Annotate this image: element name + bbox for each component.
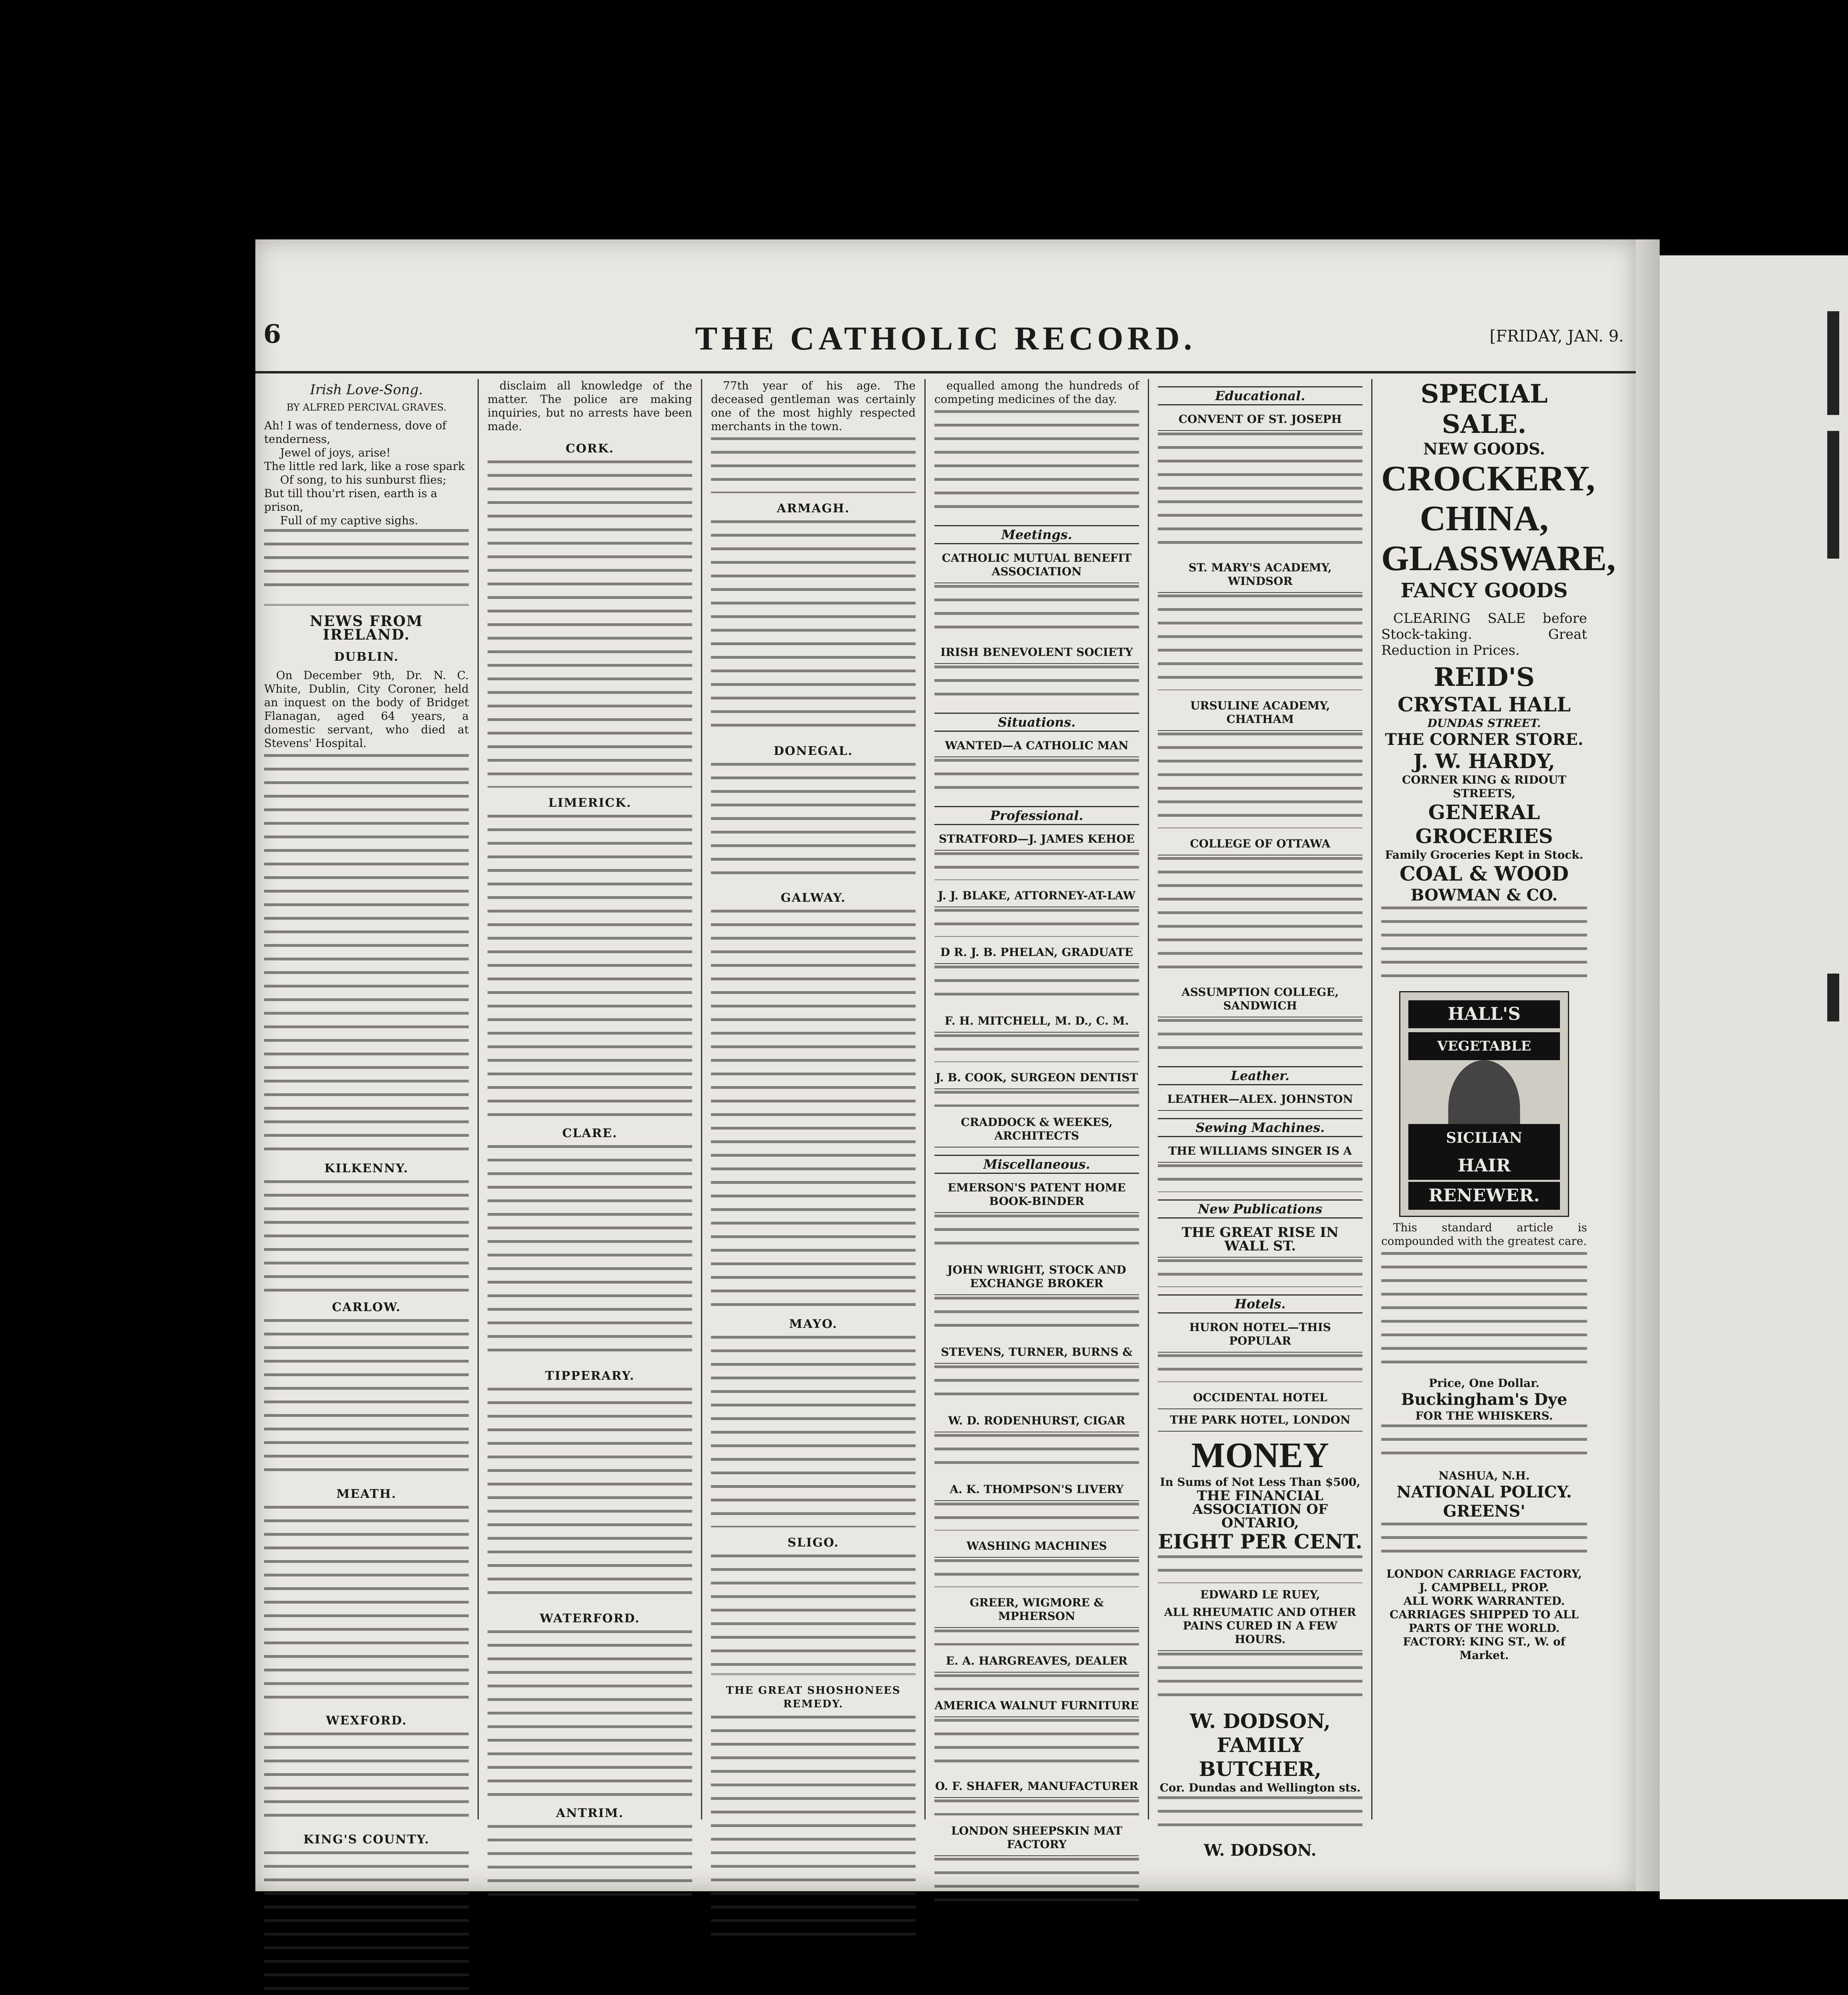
section-head: SLIGO. bbox=[787, 1536, 839, 1550]
money-subtitle: In Sums of Not Less Than $500, bbox=[1160, 1476, 1360, 1489]
butcher-signature: W. DODSON. bbox=[1204, 1841, 1317, 1860]
ad-title: URSULINE ACADEMY, CHATHAM bbox=[1158, 695, 1362, 731]
ad-family-groceries: Family Groceries Kept in Stock. bbox=[1385, 848, 1583, 861]
text-block bbox=[711, 1716, 916, 1939]
text-block bbox=[934, 909, 1139, 937]
text-block bbox=[488, 1825, 692, 1905]
text-block bbox=[1158, 1259, 1362, 1287]
hair-ad-label: SICILIAN bbox=[1408, 1124, 1560, 1152]
ad-title: GREER, WIGMORE & MPHERSON bbox=[934, 1592, 1139, 1628]
text-block bbox=[934, 1719, 1139, 1771]
text-block bbox=[934, 1858, 1139, 1910]
section-head: Sewing Machines. bbox=[1158, 1118, 1362, 1137]
newspaper-title: THE CATHOLIC RECORD. bbox=[695, 320, 1196, 357]
hair-ad-label: HAIR bbox=[1408, 1152, 1560, 1180]
column-5 bbox=[1149, 379, 1372, 1860]
section-head: Meetings. bbox=[934, 525, 1139, 544]
ad-title: E. A. HARGREAVES, DEALER bbox=[934, 1650, 1139, 1673]
text-block bbox=[488, 1630, 692, 1798]
text-block bbox=[934, 1799, 1139, 1815]
ad-shipped: CARRIAGES SHIPPED TO ALL PARTS OF THE WORLD. bbox=[1390, 1608, 1579, 1635]
section-head: KING'S COUNTY. bbox=[303, 1833, 430, 1847]
text-block bbox=[488, 815, 692, 1118]
text-block bbox=[1158, 1164, 1362, 1192]
ad-title: STEVENS, TURNER, BURNS & bbox=[934, 1341, 1139, 1364]
text-block bbox=[934, 585, 1139, 637]
text-block bbox=[711, 910, 916, 1309]
section-head: WEXFORD. bbox=[326, 1714, 407, 1728]
ad-clearing-text: CLEARING SALE before Stock-taking. Great Reduction in Prices. bbox=[1381, 610, 1587, 658]
divider bbox=[711, 1673, 916, 1675]
text-block bbox=[264, 1732, 469, 1824]
ad-new-goods: NEW GOODS. bbox=[1423, 440, 1545, 458]
text-block bbox=[711, 1555, 916, 1666]
section-head: CORK. bbox=[565, 442, 614, 456]
remedy-title: THE GREAT SHOSHONEES REMEDY. bbox=[726, 1685, 901, 1710]
section-head: Hotels. bbox=[1158, 1294, 1362, 1314]
money-manager: EDWARD LE RUEY, bbox=[1200, 1588, 1320, 1601]
text-block bbox=[1381, 1252, 1587, 1372]
section-head: Educational. bbox=[1158, 386, 1362, 405]
ad-groceries: GENERAL GROCERIES bbox=[1415, 800, 1553, 848]
article-lead: disclaim all knowledge of the matter. The police are making inquiries, but no arrests have been made. bbox=[488, 379, 692, 433]
poem-line: But till thou'rt risen, earth is a prison, bbox=[264, 487, 438, 514]
ad-fancy-goods: FANCY GOODS bbox=[1400, 579, 1568, 602]
column-2 bbox=[479, 379, 702, 1819]
section-head: GALWAY. bbox=[780, 891, 846, 905]
text-block bbox=[264, 1851, 469, 1995]
hair-renewer-illustration bbox=[1399, 991, 1569, 1217]
ad-title: THE WILLIAMS SINGER IS A bbox=[1158, 1140, 1362, 1163]
poem-line: Of song, to his sunburst flies; bbox=[280, 473, 446, 486]
ad-title: F. H. MITCHELL, M. D., C. M. bbox=[934, 1010, 1139, 1033]
section-head: KILKENNY. bbox=[324, 1161, 409, 1175]
text-block bbox=[488, 1145, 692, 1361]
text-block bbox=[1158, 733, 1362, 828]
text-block bbox=[1381, 1523, 1587, 1562]
ad-greens: GREENS' bbox=[1443, 1502, 1526, 1521]
ad-special-sale: SPECIAL SALE. bbox=[1420, 379, 1548, 439]
text-block bbox=[264, 1180, 469, 1292]
divider bbox=[264, 604, 469, 606]
text-block bbox=[934, 666, 1139, 705]
ad-price: Price, One Dollar. bbox=[1429, 1377, 1540, 1390]
ad-title: ASSUMPTION COLLEGE, SANDWICH bbox=[1158, 982, 1362, 1017]
text-block bbox=[1158, 1019, 1362, 1059]
text-block bbox=[934, 966, 1139, 1005]
section-head: Leather. bbox=[1158, 1066, 1362, 1085]
text-block bbox=[934, 1503, 1139, 1531]
ad-nashua: NASHUA, N.H. bbox=[1438, 1469, 1530, 1482]
text-block bbox=[934, 410, 1139, 518]
ad-title: COLLEGE OF OTTAWA bbox=[1158, 833, 1362, 855]
poem-author: BY ALFRED PERCIVAL GRAVES. bbox=[286, 402, 446, 413]
text-block bbox=[1158, 595, 1362, 690]
ad-buckingham: Buckingham's Dye bbox=[1401, 1390, 1568, 1409]
ad-title: HURON HOTEL—THIS POPULAR bbox=[1158, 1317, 1362, 1353]
ad-title: O. F. SHAFER, MANUFACTURER bbox=[934, 1776, 1139, 1798]
ad-crystal-hall: CRYSTAL HALL bbox=[1398, 693, 1571, 716]
page-number: 6 bbox=[263, 319, 281, 349]
text-block bbox=[264, 754, 469, 1153]
ad-hardy-address: CORNER KING & RIDOUT STREETS, bbox=[1402, 773, 1566, 800]
money-title: MONEY bbox=[1191, 1436, 1329, 1475]
section-head: Miscellaneous. bbox=[934, 1155, 1139, 1174]
ad-reids: REID'S bbox=[1433, 662, 1535, 692]
poem-line: Ah! I was of tenderness, dove of tenderness, bbox=[264, 419, 446, 446]
article-lead: equalled among the hundreds of competing medicines of the day. bbox=[934, 379, 1139, 406]
text-block bbox=[264, 529, 469, 597]
poem bbox=[264, 419, 469, 527]
column-4 bbox=[926, 379, 1149, 1851]
ad-factory: FACTORY: KING ST., W. of Market. bbox=[1403, 1635, 1566, 1662]
ad-title: STRATFORD—J. JAMES KEHOE bbox=[934, 828, 1139, 851]
issue-date: [FRIDAY, JAN. 9. bbox=[1489, 327, 1624, 346]
ad-title: THE GREAT RISE IN WALL ST. bbox=[1158, 1222, 1362, 1258]
adjacent-page-edge bbox=[1660, 255, 1848, 1899]
butcher-address: Cor. Dundas and Wellington sts. bbox=[1159, 1781, 1361, 1794]
ad-title: CATHOLIC MUTUAL BENEFIT ASSOCIATION bbox=[934, 547, 1139, 583]
text-block bbox=[934, 1297, 1139, 1337]
text-block bbox=[1158, 1555, 1362, 1583]
ad-warranted: ALL WORK WARRANTED. bbox=[1403, 1594, 1565, 1608]
butcher-title: FAMILY BUTCHER, bbox=[1198, 1733, 1322, 1781]
text-block bbox=[934, 1215, 1139, 1254]
ad-hardy: J. W. HARDY, bbox=[1413, 749, 1555, 773]
ad-national-policy: NATIONAL POLICY. bbox=[1396, 1483, 1572, 1501]
text-block bbox=[264, 1319, 469, 1479]
ad-title: J. J. BLAKE, ATTORNEY-AT-LAW bbox=[934, 885, 1139, 907]
text-block bbox=[934, 1674, 1139, 1690]
ad-title: A. K. THOMPSON'S LIVERY bbox=[934, 1479, 1139, 1501]
section-head: LIMERICK. bbox=[548, 796, 632, 810]
ad-title: THE PARK HOTEL, LONDON bbox=[1158, 1409, 1362, 1432]
section-head: CLARE. bbox=[562, 1126, 618, 1140]
text-block bbox=[711, 763, 916, 883]
column-6 bbox=[1372, 379, 1616, 1819]
text-block bbox=[934, 1630, 1139, 1645]
ad-title: D R. J. B. PHELAN, GRADUATE bbox=[934, 942, 1139, 964]
text-block bbox=[1158, 1796, 1362, 1836]
renewer-text: This standard article is compounded with the greatest care. bbox=[1381, 1221, 1587, 1248]
text-block bbox=[934, 852, 1139, 880]
section-head: WATERFORD. bbox=[539, 1612, 640, 1626]
poem-line: The little red lark, like a rose spark bbox=[264, 460, 465, 473]
ad-title: EMERSON'S PATENT HOME BOOK-BINDER bbox=[934, 1177, 1139, 1213]
butcher-name: W. DODSON, bbox=[1189, 1709, 1331, 1733]
text-block bbox=[1158, 1354, 1362, 1382]
text-block bbox=[934, 1434, 1139, 1474]
text-block bbox=[934, 1091, 1139, 1107]
section-head: TIPPERARY. bbox=[545, 1369, 635, 1383]
text-block bbox=[1381, 1424, 1587, 1464]
ad-title: JOHN WRIGHT, STOCK AND EXCHANGE BROKER bbox=[934, 1259, 1139, 1295]
ad-title: OCCIDENTAL HOTEL bbox=[1158, 1387, 1362, 1409]
ad-title: LONDON SHEEPSKIN MAT FACTORY bbox=[934, 1820, 1139, 1856]
ad-title: WASHING MACHINES bbox=[934, 1535, 1139, 1558]
section-head: MAYO. bbox=[789, 1317, 838, 1331]
section-head: ANTRIM. bbox=[556, 1806, 624, 1820]
section-head: MEATH. bbox=[336, 1487, 397, 1501]
money-association: THE FINANCIAL ASSOCIATION OF ONTARIO, bbox=[1192, 1488, 1328, 1531]
section-head: ARMAGH. bbox=[776, 502, 850, 516]
ad-title: IRISH BENEVOLENT SOCIETY bbox=[934, 642, 1139, 664]
ad-coal-wood: COAL & WOOD bbox=[1400, 862, 1569, 885]
text-block bbox=[934, 1559, 1139, 1587]
ad-title: CONVENT OF ST. JOSEPH bbox=[1158, 409, 1362, 431]
text-block bbox=[1158, 1653, 1362, 1705]
text-block bbox=[264, 1506, 469, 1705]
ad-campbell: J. CAMPBELL, PROP. bbox=[1419, 1581, 1549, 1594]
ad-glassware: GLASSWARE, bbox=[1381, 539, 1616, 578]
ad-title: LEATHER—ALEX. JOHNSTON bbox=[1158, 1088, 1362, 1111]
ad-dundas: DUNDAS STREET. bbox=[1427, 717, 1541, 730]
section-head: CARLOW. bbox=[332, 1300, 401, 1314]
section-head: DONEGAL. bbox=[774, 744, 853, 758]
column-3 bbox=[702, 379, 926, 1819]
ad-title: W. D. RODENHURST, CIGAR bbox=[934, 1410, 1139, 1432]
text-block bbox=[711, 520, 916, 736]
hair-ad-label: HALL'S bbox=[1408, 1000, 1560, 1028]
text-block bbox=[1158, 857, 1362, 977]
hair-ad-label: VEGETABLE bbox=[1408, 1032, 1560, 1060]
ad-bowman: BOWMAN & CO. bbox=[1410, 886, 1558, 905]
text-block bbox=[488, 460, 692, 788]
hair-ad-label: RENEWER. bbox=[1408, 1182, 1560, 1210]
money-rate: EIGHT PER CENT. bbox=[1158, 1530, 1362, 1553]
ad-title: CRADDOCK & WEEKES, ARCHITECTS bbox=[934, 1112, 1139, 1148]
masthead bbox=[255, 311, 1636, 373]
section-title: NEWS FROM IRELAND. bbox=[310, 613, 423, 643]
ad-corner-store: THE CORNER STORE. bbox=[1385, 730, 1583, 749]
section-head: DUBLIN. bbox=[334, 650, 399, 664]
text-block bbox=[934, 1365, 1139, 1405]
text-block bbox=[488, 1388, 692, 1603]
ad-crockery: CROCKERY, bbox=[1381, 459, 1595, 498]
poem-line: Jewel of joys, arise! bbox=[280, 446, 391, 459]
ad-china: CHINA, bbox=[1420, 499, 1549, 538]
ad-title: ST. MARY'S ACADEMY, WINDSOR bbox=[1158, 557, 1362, 593]
section-head: Professional. bbox=[934, 806, 1139, 825]
text-block bbox=[934, 759, 1139, 799]
text-block bbox=[934, 1034, 1139, 1062]
text-block bbox=[1381, 907, 1587, 986]
poem-title: Irish Love-Song. bbox=[310, 382, 423, 398]
poem-line: Full of my captive sighs. bbox=[280, 514, 419, 527]
ad-whiskers: FOR THE WHISKERS. bbox=[1415, 1409, 1553, 1422]
ad-carriage-factory: LONDON CARRIAGE FACTORY, bbox=[1386, 1567, 1582, 1580]
section-head: New Publications bbox=[1158, 1199, 1362, 1219]
text-block bbox=[1158, 433, 1362, 552]
column-1 bbox=[255, 379, 479, 1847]
ad-title: WANTED—A CATHOLIC MAN bbox=[934, 735, 1139, 757]
ad-title: J. B. COOK, SURGEON DENTIST bbox=[934, 1067, 1139, 1089]
text-block bbox=[711, 1336, 916, 1527]
newspaper-page bbox=[255, 239, 1636, 1891]
ad-title: ALL RHEUMATIC AND OTHER PAINS CURED IN A FEW HOURS. bbox=[1158, 1602, 1362, 1651]
article-lead: 77th year of his age. The deceased gentleman was certainly one of the most highly respected merchants in the town. bbox=[711, 379, 916, 433]
ad-title: AMERICA WALNUT FURNITURE bbox=[934, 1695, 1139, 1717]
text-block bbox=[711, 437, 916, 493]
article-lead: On December 9th, Dr. N. C. White, Dublin, City Coroner, held an inquest on the body of Bridget Flanagan, aged 64 years, a domestic servant, who died at Stevens' Hospital. bbox=[264, 669, 469, 750]
section-head: Situations. bbox=[934, 713, 1139, 732]
